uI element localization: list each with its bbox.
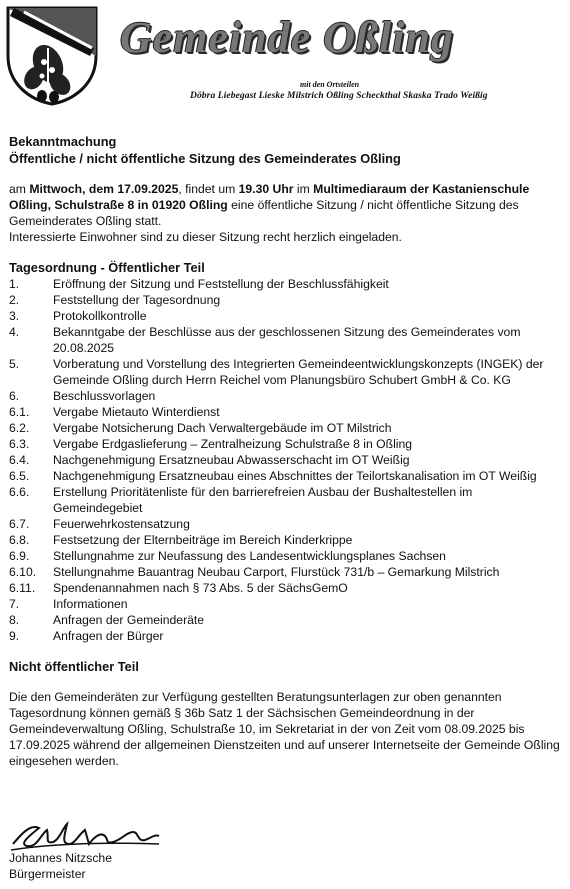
agenda-item-text: Nachgenehmigung Ersatzneubau Abwasserschacht im OT Weißig <box>53 453 410 467</box>
agenda-item-text: Anfragen der Gemeinderäte <box>53 613 205 627</box>
signatory-role: Bürgermeister <box>9 867 86 881</box>
agenda-item-number: 6. <box>9 389 20 403</box>
agenda-item-number: 4. <box>9 325 20 339</box>
meeting-date: Mittwoch, dem 17.09.2025 <box>29 182 179 196</box>
letterhead <box>0 0 570 110</box>
agenda-item-text: Informationen <box>53 597 128 611</box>
agenda-item <box>9 388 561 404</box>
agenda-item <box>9 580 561 596</box>
intro-text-2: , findet um <box>178 182 239 196</box>
agenda-item-text: Eröffnung der Sitzung und Feststellung der Beschlussfähigkeit <box>53 277 389 291</box>
agenda-item <box>9 404 561 420</box>
agenda-item <box>9 292 561 308</box>
agenda-item-number: 6.1. <box>9 405 30 419</box>
agenda-item <box>9 564 561 580</box>
agenda-item-text: Erstellung Prioritätenliste für den barrierefreien Ausbau der Bushaltestellen im Gemeindegebiet <box>53 485 473 515</box>
notice-body <box>9 133 561 769</box>
agenda-item <box>9 324 561 356</box>
agenda-item-number: 7. <box>9 597 20 611</box>
agenda-item-number: 6.7. <box>9 517 30 531</box>
agenda-item <box>9 628 561 644</box>
agenda-item <box>9 516 561 532</box>
agenda-item-text: Beschlussvorlagen <box>53 389 156 403</box>
agenda-item-number: 6.10. <box>9 565 37 579</box>
intro-text-1: am <box>9 182 30 196</box>
agenda-item-text: Vergabe Erdgaslieferung – Zentralheizung Schulstraße 8 in Oßling <box>53 437 413 451</box>
closing-text: Die den Gemeinderäten zur Verfügung gestellten Beratungsunterlagen zur oben genannten Tagesordnung können gemäß § 36b Satz 1 der Sächsischen Gemeindeordnung in der Gemeindeverwaltung Oßling, Schulstraße 10, im Sekretariat in der von Zeit vom 08.09.2025 bis 17.09.2025 während der allgemeinen Dienstzeiten und auf unserer Internetseite der Gemeinde Oßling eingesehen werden. <box>9 690 560 768</box>
agenda-item-text: Protokollkontrolle <box>53 309 147 323</box>
districts-list: Döbra Liebegast Lieske Milstrich Oßling Scheckthal Skaska Trado Weißig <box>190 91 488 101</box>
agenda-item-number: 6.8. <box>9 533 30 547</box>
agenda-item <box>9 484 561 516</box>
agenda-item-number: 5. <box>9 357 20 371</box>
agenda-item <box>9 436 561 452</box>
notice-headline: Öffentliche / nicht öffentliche Sitzung des Gemeinderates Oßling <box>9 151 401 166</box>
agenda-item-text: Feststellung der Tagesordnung <box>53 293 221 307</box>
intro-text-3: im <box>293 182 314 196</box>
agenda-heading: Tagesordnung - Öffentlicher Teil <box>9 260 205 275</box>
agenda-item <box>9 356 561 388</box>
agenda-item-text: Bekanntgabe der Beschlüsse aus der geschlossenen Sitzung des Gemeinderates vom 20.08.2025 <box>53 325 521 355</box>
agenda-item <box>9 548 561 564</box>
agenda-item <box>9 420 561 436</box>
agenda-item <box>9 308 561 324</box>
agenda-item-number: 3. <box>9 309 20 323</box>
agenda-item-number: 6.4. <box>9 453 30 467</box>
closed-part-heading: Nicht öffentlicher Teil <box>9 659 139 674</box>
agenda-item-number: 2. <box>9 293 20 307</box>
agenda-item-number: 6.3. <box>9 437 30 451</box>
agenda-item-number: 8. <box>9 613 20 627</box>
intro-text-4: eine öffentliche Sitzung / nicht öffentliche Sitzung des Gemeinderates Oßling statt. <box>9 198 519 228</box>
districts-label: mit den Ortsteilen <box>300 80 360 89</box>
notice-label: Bekanntmachung <box>9 134 117 149</box>
handwritten-signature <box>9 814 209 854</box>
agenda-item-number: 9. <box>9 629 20 643</box>
meeting-place: Multimediaraum der Kastanienschule Oßling, Schulstraße 8 in 01920 Oßling <box>9 182 530 212</box>
agenda-item-text: Anfragen der Bürger <box>53 629 164 643</box>
signatory-name: Johannes Nitzsche <box>9 851 112 865</box>
agenda-item-number: 6.5. <box>9 469 30 483</box>
agenda-item-text: Nachgenehmigung Ersatzneubau eines Abschnittes der Teilortskanalisation im OT Weißig <box>53 469 537 483</box>
agenda-item <box>9 532 561 548</box>
agenda-item-text: Stellungnahme Bauantrag Neubau Carport, Flurstück 731/b – Gemarkung Milstrich <box>53 565 500 579</box>
meeting-time: 19.30 Uhr <box>238 182 294 196</box>
agenda-item-number: 6.9. <box>9 549 30 563</box>
agenda-item <box>9 596 561 612</box>
agenda-item <box>9 612 561 628</box>
agenda-list <box>9 276 561 644</box>
invitation-text: Interessierte Einwohner sind zu dieser Sitzung recht herzlich eingeladen. <box>9 230 402 244</box>
agenda-item-text: Stellungnahme zur Neufassung des Landesentwicklungsplanes Sachsen <box>53 549 446 563</box>
agenda-item-text: Feuerwehrkostensatzung <box>53 517 190 531</box>
agenda-item-text: Festsetzung der Elternbeiträge im Bereich Kinderkrippe <box>53 533 353 547</box>
agenda-item-number: 1. <box>9 277 20 291</box>
agenda-item-number: 6.11. <box>9 581 36 595</box>
meeting-intro <box>9 181 561 229</box>
agenda-item-text: Vorberatung und Vorstellung des Integrierten Gemeindeentwicklungskonzepts (INGEK) der Gemeinde Oßling durch Herrn Reichel vom Planungsbüro Schubert GmbH & Co. KG <box>53 357 544 387</box>
agenda-item-text: Spendenannahmen nach § 73 Abs. 5 der SächsGemO <box>53 581 348 595</box>
agenda-item-text: Vergabe Mietauto Winterdienst <box>53 405 220 419</box>
agenda-item <box>9 468 561 484</box>
agenda-item-number: 6.6. <box>9 485 30 499</box>
agenda-item <box>9 452 561 468</box>
agenda-item-number: 6.2. <box>9 421 30 435</box>
agenda-item <box>9 276 561 292</box>
municipality-title: Gemeinde Oßling <box>120 13 454 62</box>
agenda-item-text: Vergabe Notsicherung Dach Verwaltergebäude im OT Milstrich <box>53 421 392 435</box>
coat-of-arms-icon <box>4 4 100 106</box>
